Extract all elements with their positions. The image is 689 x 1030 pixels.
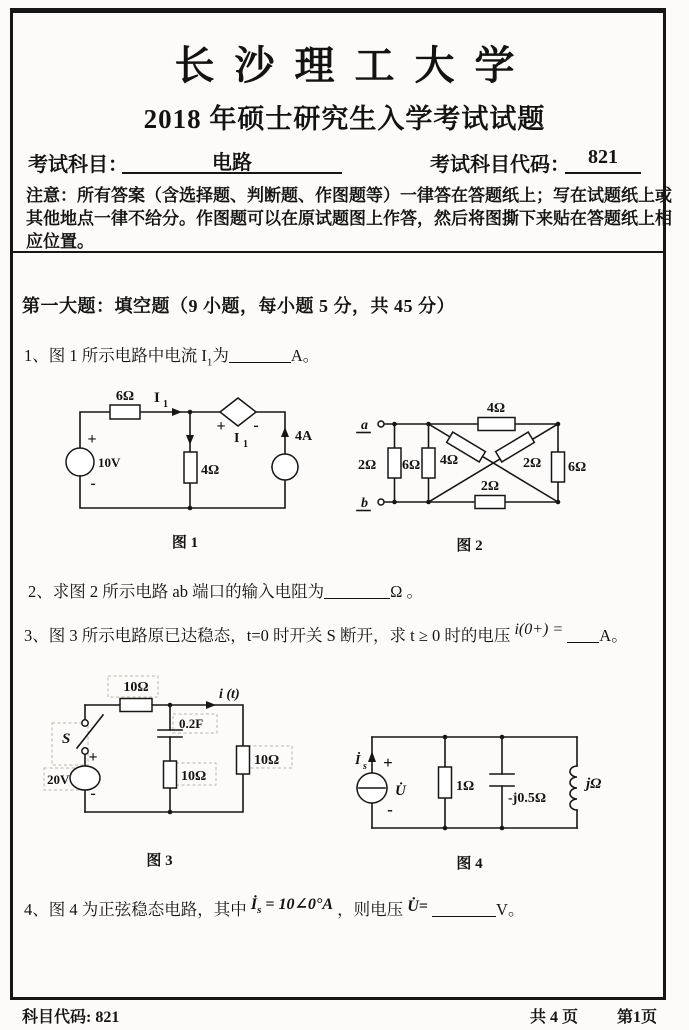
- q4-text-mid: ，则电压: [337, 900, 404, 919]
- notice-line-3: 应位置。: [26, 232, 94, 251]
- q4-formula-u: U̇=: [407, 898, 428, 915]
- fig1-label-4a: 4A: [295, 429, 313, 444]
- fig2-node-dot: [426, 500, 431, 505]
- fig1-vs-minus: -: [90, 475, 96, 492]
- subject-code-underline: [565, 146, 641, 174]
- fig2-resistor-4ohm-top: [478, 418, 515, 431]
- footer-subject-code: 科目代码: 821: [22, 1009, 120, 1026]
- fig2-node-dot: [392, 500, 397, 505]
- fig3-node-dot: [168, 810, 173, 815]
- fig4-plus: +: [383, 753, 393, 772]
- fig1-vs-plus: +: [87, 431, 97, 448]
- q2-text: 2、求图 2 所示电路 ab 端口的输入电阻为: [28, 582, 325, 601]
- figure-2-caption: 图 2: [456, 538, 483, 554]
- q2-unit: Ω 。: [390, 582, 423, 601]
- figure-4-circuit-diagram: [352, 722, 622, 844]
- fig2-node-dot: [556, 500, 561, 505]
- q3-answer-blank: [567, 627, 599, 643]
- fig1-dep-i1-sub: 1: [243, 439, 248, 450]
- fig4-label-ind: jΩ: [586, 776, 602, 792]
- fig4-resistor-1ohm: [439, 767, 452, 798]
- fig3-node-dot: [168, 703, 173, 708]
- fig2-node-dot: [556, 422, 561, 427]
- figure-1-caption: 图 1: [171, 535, 199, 551]
- q3-formula: i(0+) =: [514, 621, 564, 638]
- subject-underline: [122, 146, 342, 174]
- q4-is-sub: s: [257, 904, 262, 917]
- fig2-node-dot: [426, 422, 431, 427]
- fig3-switch-contact: [82, 720, 88, 726]
- fig2-label-a: a: [361, 418, 368, 433]
- subject-value: 电路: [212, 152, 252, 174]
- fig4-label-1ohm: 1Ω: [456, 779, 475, 794]
- fig2-label-2ohm-bottom: 2Ω: [480, 479, 500, 494]
- fig2-resistor-6ohm-left: [422, 448, 435, 478]
- question-3: [24, 622, 628, 646]
- fig2-resistor-2ohm-bottom: [475, 496, 505, 509]
- fig2-label-2ohm-left: 2Ω: [358, 458, 377, 473]
- fig3-switch-contact: [82, 748, 88, 754]
- fig2-resistor-6ohm-right: [552, 452, 565, 482]
- question-4: [24, 896, 524, 922]
- figure-2-circuit-diagram: [352, 390, 602, 522]
- fig2-node-dot: [392, 422, 397, 427]
- fig1-resistor-6ohm: [110, 405, 140, 419]
- question-2: [28, 578, 423, 602]
- fig4-label-is-sub: s: [363, 761, 367, 772]
- figure-4-caption: 图 4: [456, 856, 483, 872]
- q4-unit: V。: [496, 900, 525, 919]
- q1-unit: A。: [290, 346, 320, 365]
- fig3-label-10ohm-top: 10Ω: [123, 680, 149, 695]
- fig1-current-source: [272, 454, 298, 480]
- fig3-vs-plus: +: [88, 749, 98, 766]
- q3-text: 3、图 3 所示电路原已达稳态，t=0 时开关 S 断开，求 t ≥ 0 时的电压: [24, 626, 511, 645]
- fig1-vs-value: 10V: [98, 455, 121, 470]
- fig3-label-10ohm-right: 10Ω: [254, 753, 280, 768]
- figure-3-caption: 图 3: [146, 853, 173, 869]
- fig3-vs-value: 20V: [47, 772, 70, 787]
- fig2-label-6ohm-right: 6Ω: [568, 460, 587, 475]
- fig4-label-is: İ: [355, 753, 361, 768]
- fig3-label-current: i (t): [219, 687, 240, 702]
- fig2-resistor-2ohm-left: [388, 448, 401, 478]
- fig4-node-dot: [500, 735, 505, 740]
- notice-line-2: 其他地点一律不给分。作图题可以在原试题图上作答，然后将图撕下来贴在答题纸上相: [26, 209, 672, 228]
- fig3-resistor-10ohm-right: [237, 746, 250, 774]
- fig1-voltage-source: [66, 448, 94, 476]
- fig4-label-u: U̇: [395, 783, 406, 799]
- university-title: 长沙理工大学: [174, 43, 535, 88]
- fig1-dep-minus: -: [253, 417, 259, 434]
- q4-text: 4、图 4 为正弦稳态电路，其中: [24, 900, 247, 919]
- fig4-minus: -: [387, 800, 393, 819]
- fig2-label-6ohm-left: 6Ω: [402, 458, 421, 473]
- q1-answer-blank: [229, 347, 291, 363]
- q4-is-rest: = 10∠0°A: [261, 896, 333, 913]
- q3-unit: A。: [599, 626, 628, 645]
- exam-title: 2018 年硕士研究生入学考试试题: [143, 104, 546, 134]
- fig1-label-4ohm: 4Ω: [201, 463, 220, 478]
- fig2-label-4ohm-top: 4Ω: [486, 401, 506, 416]
- figure-1-circuit-diagram: [55, 388, 320, 516]
- fig4-node-dot: [500, 826, 505, 831]
- fig1-current-arrow-right: [172, 408, 182, 416]
- fig1-current-arrow-down: [186, 435, 194, 445]
- subject-code-value: 821: [588, 146, 618, 168]
- fig3-resistor-10ohm-mid: [164, 761, 177, 788]
- fig1-node-dot: [188, 410, 193, 415]
- fig1-resistor-4ohm: [184, 452, 197, 483]
- fig2-label-2ohm-diagonal: 2Ω: [523, 456, 542, 471]
- fig3-resistor-10ohm-top: [120, 699, 152, 712]
- header-divider-line: [13, 251, 663, 253]
- figure-3-circuit-diagram: [42, 668, 312, 828]
- subject-code-label: 考试科目代码：: [430, 154, 570, 176]
- fig3-label-cap: 0.2F: [179, 716, 204, 731]
- fig4-source-arrow-up: [368, 751, 376, 762]
- subject-label: 考试科目：: [28, 154, 128, 176]
- fig1-node-dot: [188, 506, 193, 511]
- notice-line-1: 注意：所有答案（含选择题、判断题、作图题等）一律答在答题纸上；写在试题纸上或: [26, 186, 672, 205]
- fig1-dep-i1: I: [234, 431, 240, 446]
- q1-text-mid: 为: [212, 346, 229, 365]
- fig2-label-b: b: [361, 496, 368, 511]
- section-1-heading: 第一大题：填空题（9 小题，每小题 5 分，共 45 分）: [22, 296, 455, 316]
- fig3-wires: [77, 705, 243, 812]
- fig1-label-6ohm: 6Ω: [115, 389, 135, 404]
- footer-current-page: 第1页: [617, 1009, 658, 1026]
- fig2-terminal-a: [378, 421, 384, 427]
- fig3-current-arrow: [206, 701, 216, 709]
- exam-notice: [26, 184, 672, 253]
- q1-text: 1、图 1 所示电路中电流 I: [24, 346, 207, 365]
- fig2-label-4ohm-diagonal: 4Ω: [439, 453, 459, 468]
- q2-answer-blank: [324, 583, 390, 599]
- question-1: [24, 342, 319, 368]
- footer-total-pages: 共 4 页: [530, 1009, 579, 1026]
- fig4-node-dot: [443, 735, 448, 740]
- q4-is-main: İ: [250, 896, 258, 913]
- fig3-label-10ohm-mid: 10Ω: [181, 769, 207, 784]
- fig3-label-switch: S: [62, 731, 71, 747]
- fig3-vs-minus: -: [90, 785, 96, 802]
- fig1-current-arrow-up: [281, 427, 289, 437]
- q4-answer-blank: [432, 901, 496, 917]
- fig1-dep-plus: +: [216, 418, 226, 435]
- fig4-label-cap: -j0.5Ω: [508, 791, 547, 806]
- fig1-label-i1-sub: 1: [163, 399, 168, 410]
- fig2-terminal-b: [378, 499, 384, 505]
- q1-subscript: 1: [206, 356, 213, 369]
- q4-formula-is: [250, 896, 333, 917]
- fig4-node-dot: [443, 826, 448, 831]
- fig1-label-i1: I: [154, 390, 160, 406]
